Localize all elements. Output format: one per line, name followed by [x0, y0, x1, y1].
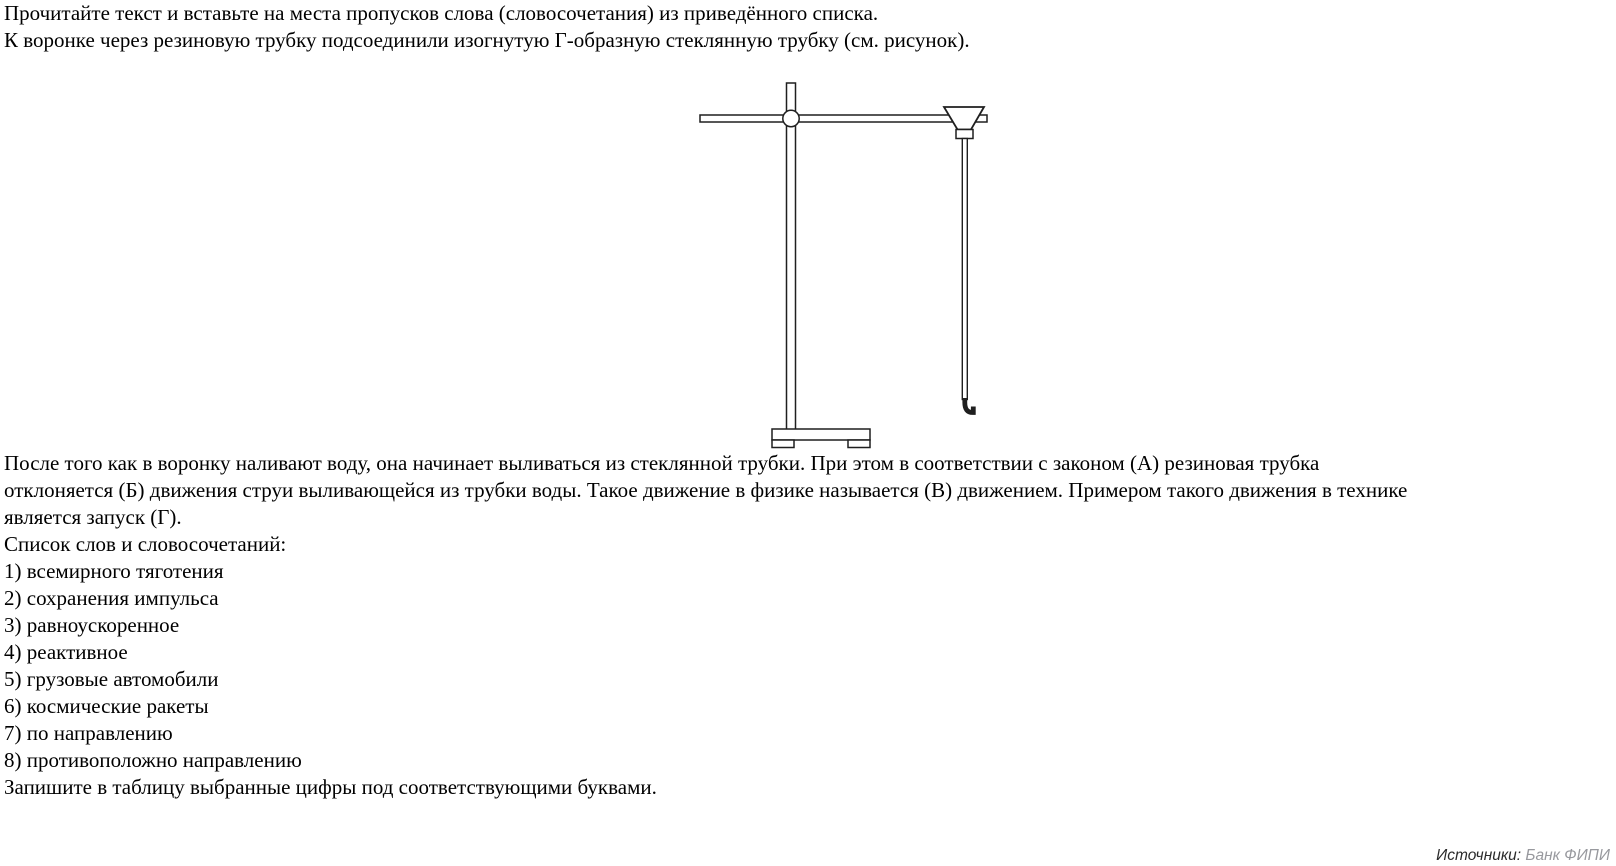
- word-option-8: 8) противоположно направлению: [4, 748, 302, 772]
- gap-text-line-1: После того как в воронку наливают воду, она начинает выливаться из стеклянной трубки. При этом в соответствии с законом (А) резиновая трубка: [4, 451, 1320, 475]
- word-option-5: 5) грузовые автомобили: [4, 667, 219, 691]
- rubber-tube: [962, 139, 967, 400]
- stand-rod: [787, 83, 796, 430]
- stand-base-foot-left: [772, 440, 794, 448]
- word-list-title: Список слов и словосочетаний:: [4, 532, 287, 556]
- task-body: [4, 450, 1407, 801]
- gap-text-line-3: является запуск (Г).: [4, 505, 182, 529]
- task-instructions: [4, 0, 970, 54]
- stand-base-foot-right: [848, 440, 870, 448]
- word-option-6: 6) космические ракеты: [4, 694, 209, 718]
- bent-glass-tube-tip: [965, 398, 974, 413]
- apparatus-drawing: [690, 70, 1010, 460]
- word-option-3: 3) равноускоренное: [4, 613, 180, 637]
- word-option-2: 2) сохранения импульса: [4, 586, 219, 610]
- task-instruction-line-1: Прочитайте текст и вставьте на места пропусков слова (словосочетания) из приведённого списка.: [4, 1, 879, 25]
- sources-attribution: [1428, 826, 1610, 866]
- sources-label: Источники:: [1436, 847, 1526, 864]
- stand-base: [772, 429, 870, 440]
- word-option-4: 4) реактивное: [4, 640, 128, 664]
- source-name: Банк ФИПИ: [1525, 847, 1610, 864]
- word-option-1: 1) всемирного тяготения: [4, 559, 224, 583]
- stand-clamp: [783, 110, 799, 126]
- funnel: [944, 107, 984, 130]
- apparatus-figure: [690, 70, 1010, 460]
- task-instruction-line-2: К воронке через резиновую трубку подсоединили изогнутую Г-образную стеклянную трубку (см. рисунок).: [4, 28, 970, 52]
- stand-crossbar: [700, 115, 987, 122]
- answer-instruction: Запишите в таблицу выбранные цифры под соответствующими буквами.: [4, 775, 657, 799]
- gap-text-line-2: отклоняется (Б) движения струи выливающейся из трубки воды. Такое движение в физике называется (В) движением. Примером такого движения в технике: [4, 478, 1408, 502]
- funnel-collar: [956, 130, 973, 139]
- word-option-7: 7) по направлению: [4, 721, 173, 745]
